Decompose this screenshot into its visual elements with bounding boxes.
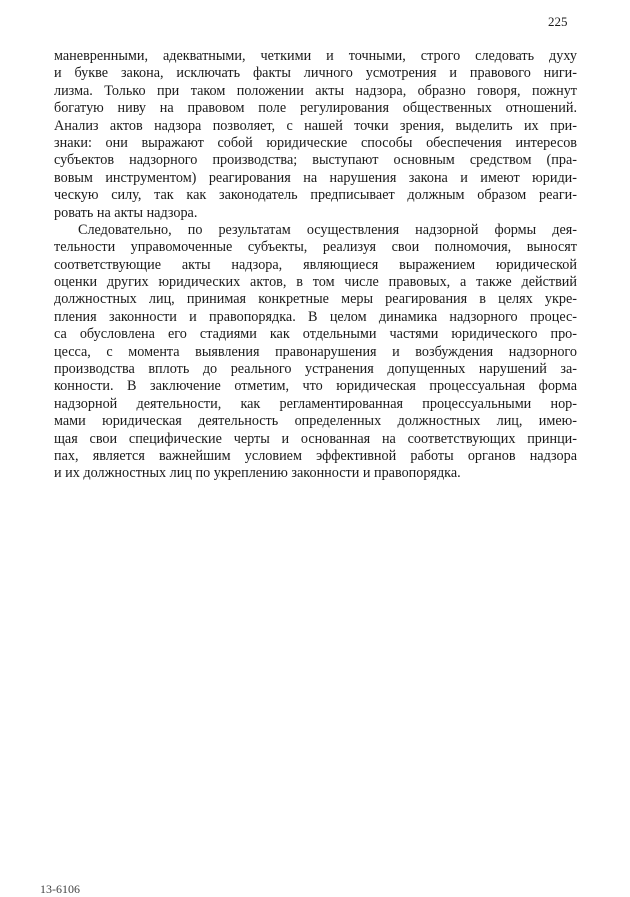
text-line: ровать на акты надзора.: [54, 204, 198, 221]
text-line: Анализ актов надзора позволяет, с нашей точки зрения, выделить их при-: [54, 117, 577, 134]
text-line: мами юридическая деятельность определенных должностных лиц, имею-: [54, 413, 577, 430]
text-line: щая свои специфические черты и основанная на соответствующих принци-: [54, 430, 577, 447]
text-line: и букве закона, исключать факты личного усмотрения и правового ниги-: [54, 65, 577, 82]
body-text: [54, 48, 577, 483]
text-line: производства вплоть до реального устранения допущенных нарушений за-: [54, 361, 577, 378]
text-line: ческую силу, так как законодатель предписывает должным образом реаги-: [54, 187, 577, 204]
page-number: 225: [548, 14, 568, 29]
text-line: Следовательно, по результатам осуществления надзорной формы дея-: [78, 221, 577, 238]
paragraph-1: [54, 48, 577, 222]
text-line: субъектов надзорного производства; выступают основным средством (пра-: [54, 152, 577, 169]
text-line: пления законности и правопорядка. В целом динамика надзорного процес-: [54, 308, 577, 325]
text-line: знаки: они выражают собой юридические способы обеспечения интересов: [54, 134, 577, 151]
text-line: лизма. Только при таком положении акты надзора, образно говоря, пожнут: [54, 82, 577, 99]
text-line: богатую ниву на правовом поле регулирования общественных отношений.: [54, 100, 577, 117]
paragraph-2: [54, 222, 577, 483]
text-line: цесса, с момента выявления правонарушения и возбуждения надзорного: [54, 343, 577, 360]
text-line: пах, является важнейшим условием эффективной работы органов надзора: [54, 447, 577, 464]
text-line: надзорной деятельности, как регламентированная процессуальными нор-: [54, 395, 577, 412]
text-line: са обусловлена его стадиями как отдельными частями юридического про-: [54, 326, 577, 343]
text-line: соответствующие акты надзора, являющиеся выражением юридической: [54, 256, 577, 273]
text-line: тельности управомоченные субъекты, реализуя свои полномочия, выносят: [54, 239, 577, 256]
text-line: должностных лиц, принимая конкретные меры реагирования в целях укре-: [54, 291, 577, 308]
text-line: и их должностных лиц по укреплению законности и правопорядка.: [54, 465, 461, 482]
text-line: конности. В заключение отметим, что юридическая процессуальная форма: [54, 378, 577, 395]
text-line: вовым инструментом) реагирования на нарушения закона и имеют юриди-: [54, 169, 577, 186]
footer-mark: 13-6106: [40, 882, 80, 896]
text-line: оценки других юридических актов, в том числе правовых, а также действий: [54, 274, 577, 291]
text-line: маневренными, адекватными, четкими и точными, строго следовать духу: [54, 48, 577, 64]
